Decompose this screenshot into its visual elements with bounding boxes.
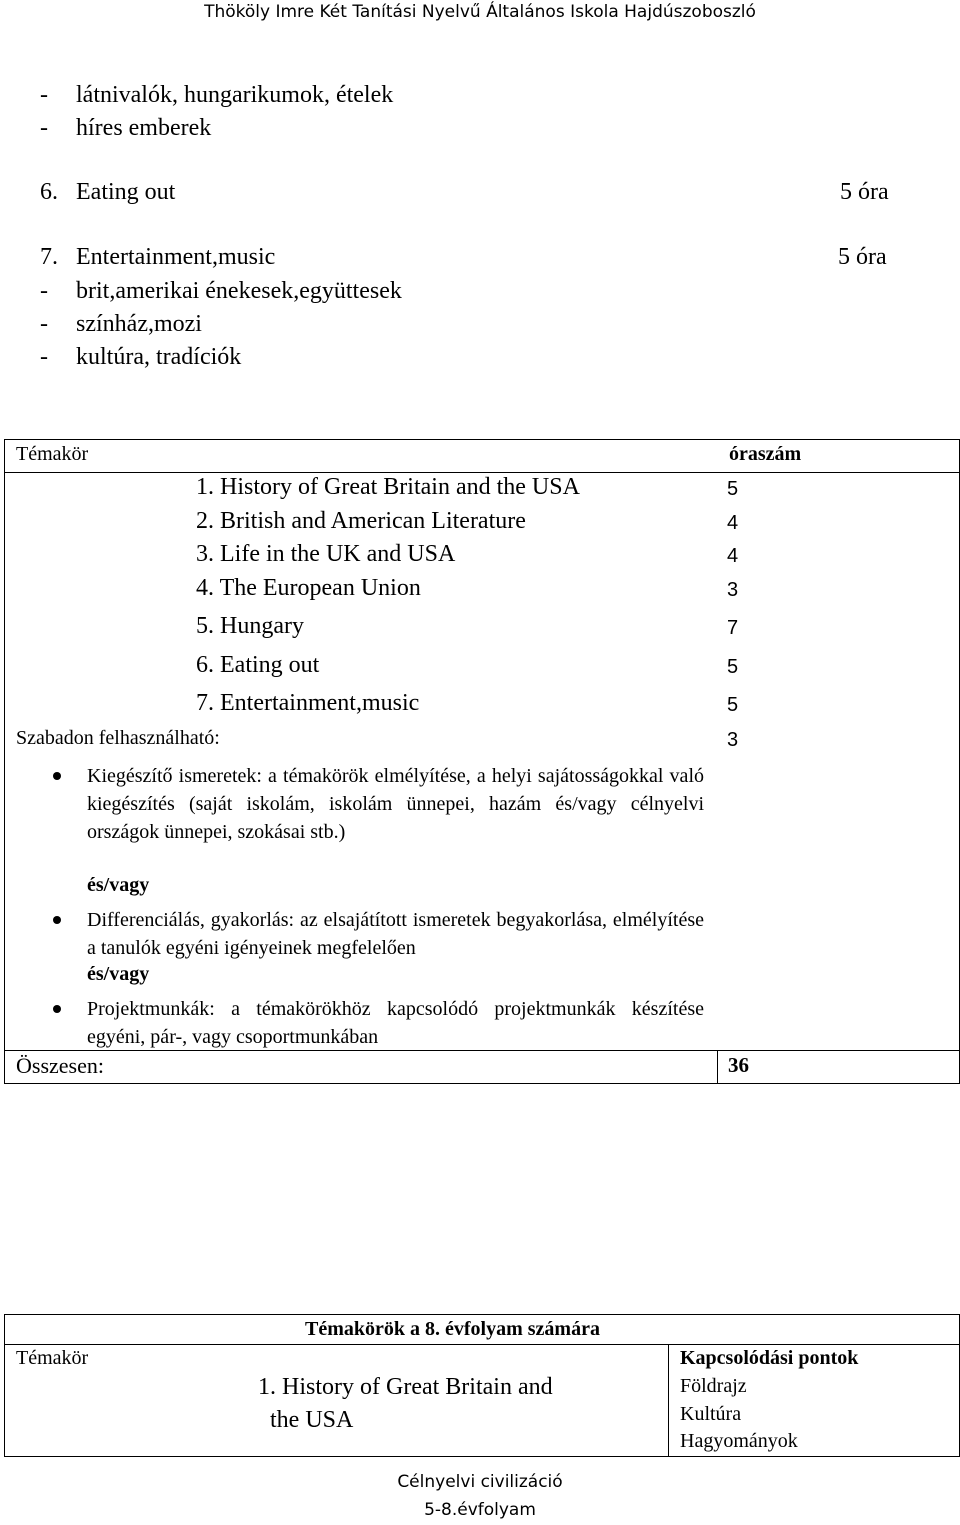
table-border bbox=[4, 439, 5, 1084]
column-header-links: Kapcsolódási pontok bbox=[680, 1347, 859, 1369]
footer-subtitle: 5-8.évfolyam bbox=[424, 1500, 536, 1520]
total-value: 36 bbox=[728, 1053, 749, 1077]
topic-title: Eating out bbox=[76, 179, 176, 205]
topic-number: 6. bbox=[40, 179, 58, 205]
table-row-topic: 6. Eating out bbox=[196, 652, 320, 678]
topic-hours: 5 óra bbox=[840, 179, 889, 205]
bullet-icon bbox=[53, 916, 61, 924]
table-border bbox=[668, 1344, 669, 1457]
column-header-topic: Témakör bbox=[16, 1347, 89, 1369]
table-row-hours: 5 bbox=[727, 694, 739, 716]
column-header-topic: Témakör bbox=[16, 443, 89, 465]
table-border bbox=[717, 1050, 718, 1084]
total-label: Összesen: bbox=[16, 1053, 104, 1078]
table-border bbox=[4, 1314, 5, 1457]
and-or-label: és/vagy bbox=[87, 963, 150, 985]
sub-text: brit,amerikai énekesek,együttesek bbox=[76, 278, 402, 304]
footer-title: Célnyelvi civilizáció bbox=[397, 1472, 563, 1492]
sub-text: kultúra, tradíciók bbox=[76, 344, 242, 370]
table-row-hours: 5 bbox=[727, 478, 739, 500]
dash: - bbox=[40, 278, 48, 304]
topic-title-line: the USA bbox=[270, 1407, 354, 1433]
table-row-topic: 3. Life in the UK and USA bbox=[196, 541, 456, 567]
page-header: Thököly Imre Két Tanítási Nyelvű Általános Iskola Hajdúszoboszló bbox=[204, 2, 756, 22]
topic-number: 7. bbox=[40, 244, 58, 270]
topic-hours: 5 óra bbox=[838, 244, 887, 270]
dash: - bbox=[40, 311, 48, 337]
bullet-icon bbox=[53, 1005, 61, 1013]
table-row-topic: 4. The European Union bbox=[196, 575, 421, 601]
free-hours-value: 3 bbox=[727, 729, 739, 751]
bullet-text: Projektmunkák: a témakörökhöz kapcsolódó projektmunkák készítése egyéni, pár-, vagy csoportmunkában bbox=[87, 998, 704, 1048]
and-or-label: és/vagy bbox=[87, 874, 150, 896]
table-row-topic: 1. History of Great Britain and the USA bbox=[196, 474, 580, 500]
table-border bbox=[4, 439, 960, 440]
dash: - bbox=[40, 115, 48, 141]
table-border bbox=[4, 472, 960, 473]
table-border bbox=[4, 1344, 960, 1345]
bullet-text: Differenciálás, gyakorlás: az elsajátított ismeretek begyakorlása, elmélyítése a tanulók egyéni igényeinek megfelelően bbox=[87, 909, 704, 959]
intro-text: híres emberek bbox=[76, 115, 212, 141]
table-row-hours: 5 bbox=[727, 656, 739, 678]
dash: - bbox=[40, 82, 48, 108]
link-item: Kultúra bbox=[680, 1403, 742, 1425]
sub-text: színház,mozi bbox=[76, 311, 202, 337]
table-row-topic: 5. Hungary bbox=[196, 613, 304, 639]
table-border bbox=[4, 1083, 960, 1084]
table-border bbox=[4, 1456, 960, 1457]
table-title: Témakörök a 8. évfolyam számára bbox=[305, 1318, 600, 1340]
table-row-topic: 2. British and American Literature bbox=[196, 508, 526, 534]
topic-title-line: 1. History of Great Britain and bbox=[258, 1374, 553, 1400]
bullet-icon bbox=[53, 772, 61, 780]
link-item: Földrajz bbox=[680, 1375, 747, 1397]
table-row-hours: 4 bbox=[727, 545, 739, 567]
dash: - bbox=[40, 344, 48, 370]
topic-title: Entertainment,music bbox=[76, 244, 276, 270]
table-row-hours: 7 bbox=[727, 617, 739, 639]
table-row-hours: 3 bbox=[727, 579, 739, 601]
intro-text: látnivalók, hungarikumok, ételek bbox=[76, 82, 394, 108]
link-item: Hagyományok bbox=[680, 1430, 798, 1452]
table-row-topic: 7. Entertainment,music bbox=[196, 690, 420, 716]
free-hours-label: Szabadon felhasználható: bbox=[16, 727, 220, 749]
table-row-hours: 4 bbox=[727, 512, 739, 534]
bullet-text: Kiegészítő ismeretek: a témakörök elmélyítése, a helyi sajátosságokkal való kiegészítés (saját iskolám, iskolám ünnepei, hazám és/vagy célnyelvi országok ünnepei, szokásai stb.) bbox=[87, 765, 704, 843]
table-border bbox=[4, 1314, 960, 1315]
column-header-hours: óraszám bbox=[729, 443, 802, 465]
